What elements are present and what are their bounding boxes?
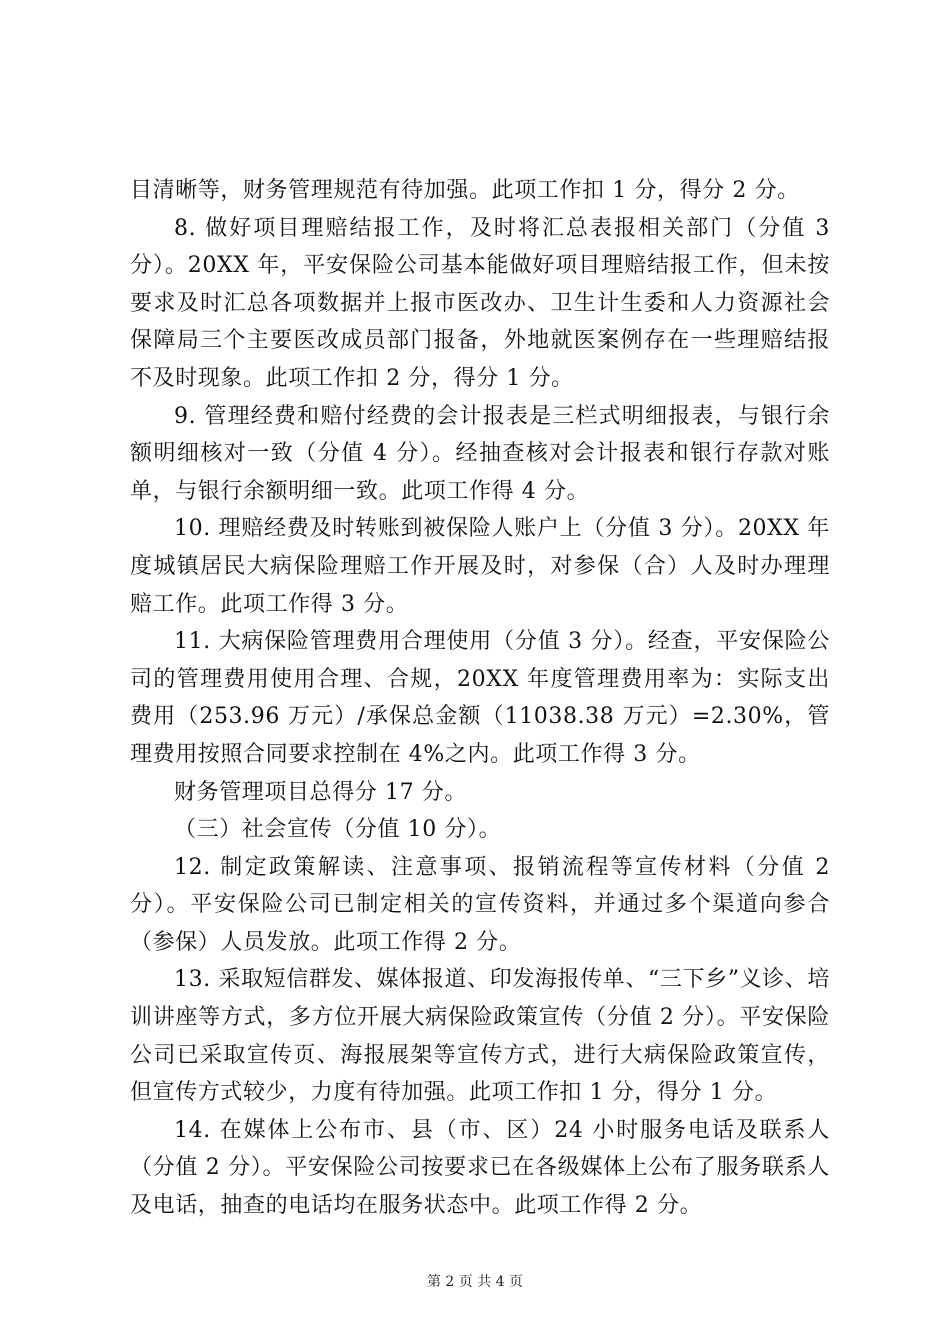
paragraph-finance-total: 财务管理项目总得分 17 分。 — [174, 779, 467, 805]
paragraph-item-8: 8. 做好项目理赔结报工作，及时将汇总表报相关部门（分值 3 分）。20XX 年，平安保险公司基本能做好项目理赔结报工作，但未按要求及时汇总各项数据并上报市医改办、卫生计生委和人力资源社会保障局三个主要医改成员部门报备，外地就医案例存在一些理赔结报不及时现象。此项工作扣 2 分，得分 1 分。 — [130, 215, 830, 391]
paragraph-continuation: 目清晰等，财务管理规范有待加强。此项工作扣 1 分，得分 2 分。 — [130, 178, 800, 203]
paragraph-item-11: 11. 大病保险管理费用合理使用（分值 3 分）。经查，平安保险公司的管理费用使用合理、合规，20XX 年度管理费用率为：实际支出费用（253.96 万元）/承保总金额（11038.38 万元）=2.30%，管理费用按照合同要求控制在 4%之内。此项工作得 3 分。 — [130, 629, 830, 767]
paragraph-item-13: 13. 采取短信群发、媒体报道、印发海报传单、“三下乡”义诊、培训讲座等方式，多方位开展大病保险政策宣传（分值 2 分）。平安保险公司已采取宣传页、海报展架等宣传方式，进行大病保险政策宣传，但宣传方式较少，力度有待加强。此项工作扣 1 分，得分 1 分。 — [130, 967, 830, 1106]
section-heading-social-publicity: （三）社会宣传（分值 10 分）。 — [174, 817, 502, 843]
document-body — [130, 172, 830, 1225]
paragraph-item-14: 14. 在媒体上公布市、县（市、区）24 小时服务电话及联系人（分值 2 分）。平安保险公司按要求已在各级媒体上公布了服务联系人及电话，抽查的电话均在服务状态中。此项工作得 2 分。 — [130, 1117, 830, 1219]
paragraph-item-10: 10. 理赔经费及时转账到被保险人账户上（分值 3 分）。20XX 年度城镇居民大病保险理赔工作开展及时，对参保（合）人及时办理理赔工作。此项工作得 3 分。 — [130, 516, 830, 617]
paragraph-item-12: 12. 制定政策解读、注意事项、报销流程等宣传材料（分值 2 分）。平安保险公司已制定相关的宣传资料，并通过多个渠道向参合（参保）人员发放。此项工作得 2 分。 — [130, 854, 830, 955]
paragraph-item-9: 9. 管理经费和赔付经费的会计报表是三栏式明细报表，与银行余额明细核对一致（分值 4 分）。经抽查核对会计报表和银行存款对账单，与银行余额明细一致。此项工作得 4 分。 — [130, 403, 830, 504]
page-number-footer: 第 2 页 共 4 页 — [426, 1274, 524, 1290]
